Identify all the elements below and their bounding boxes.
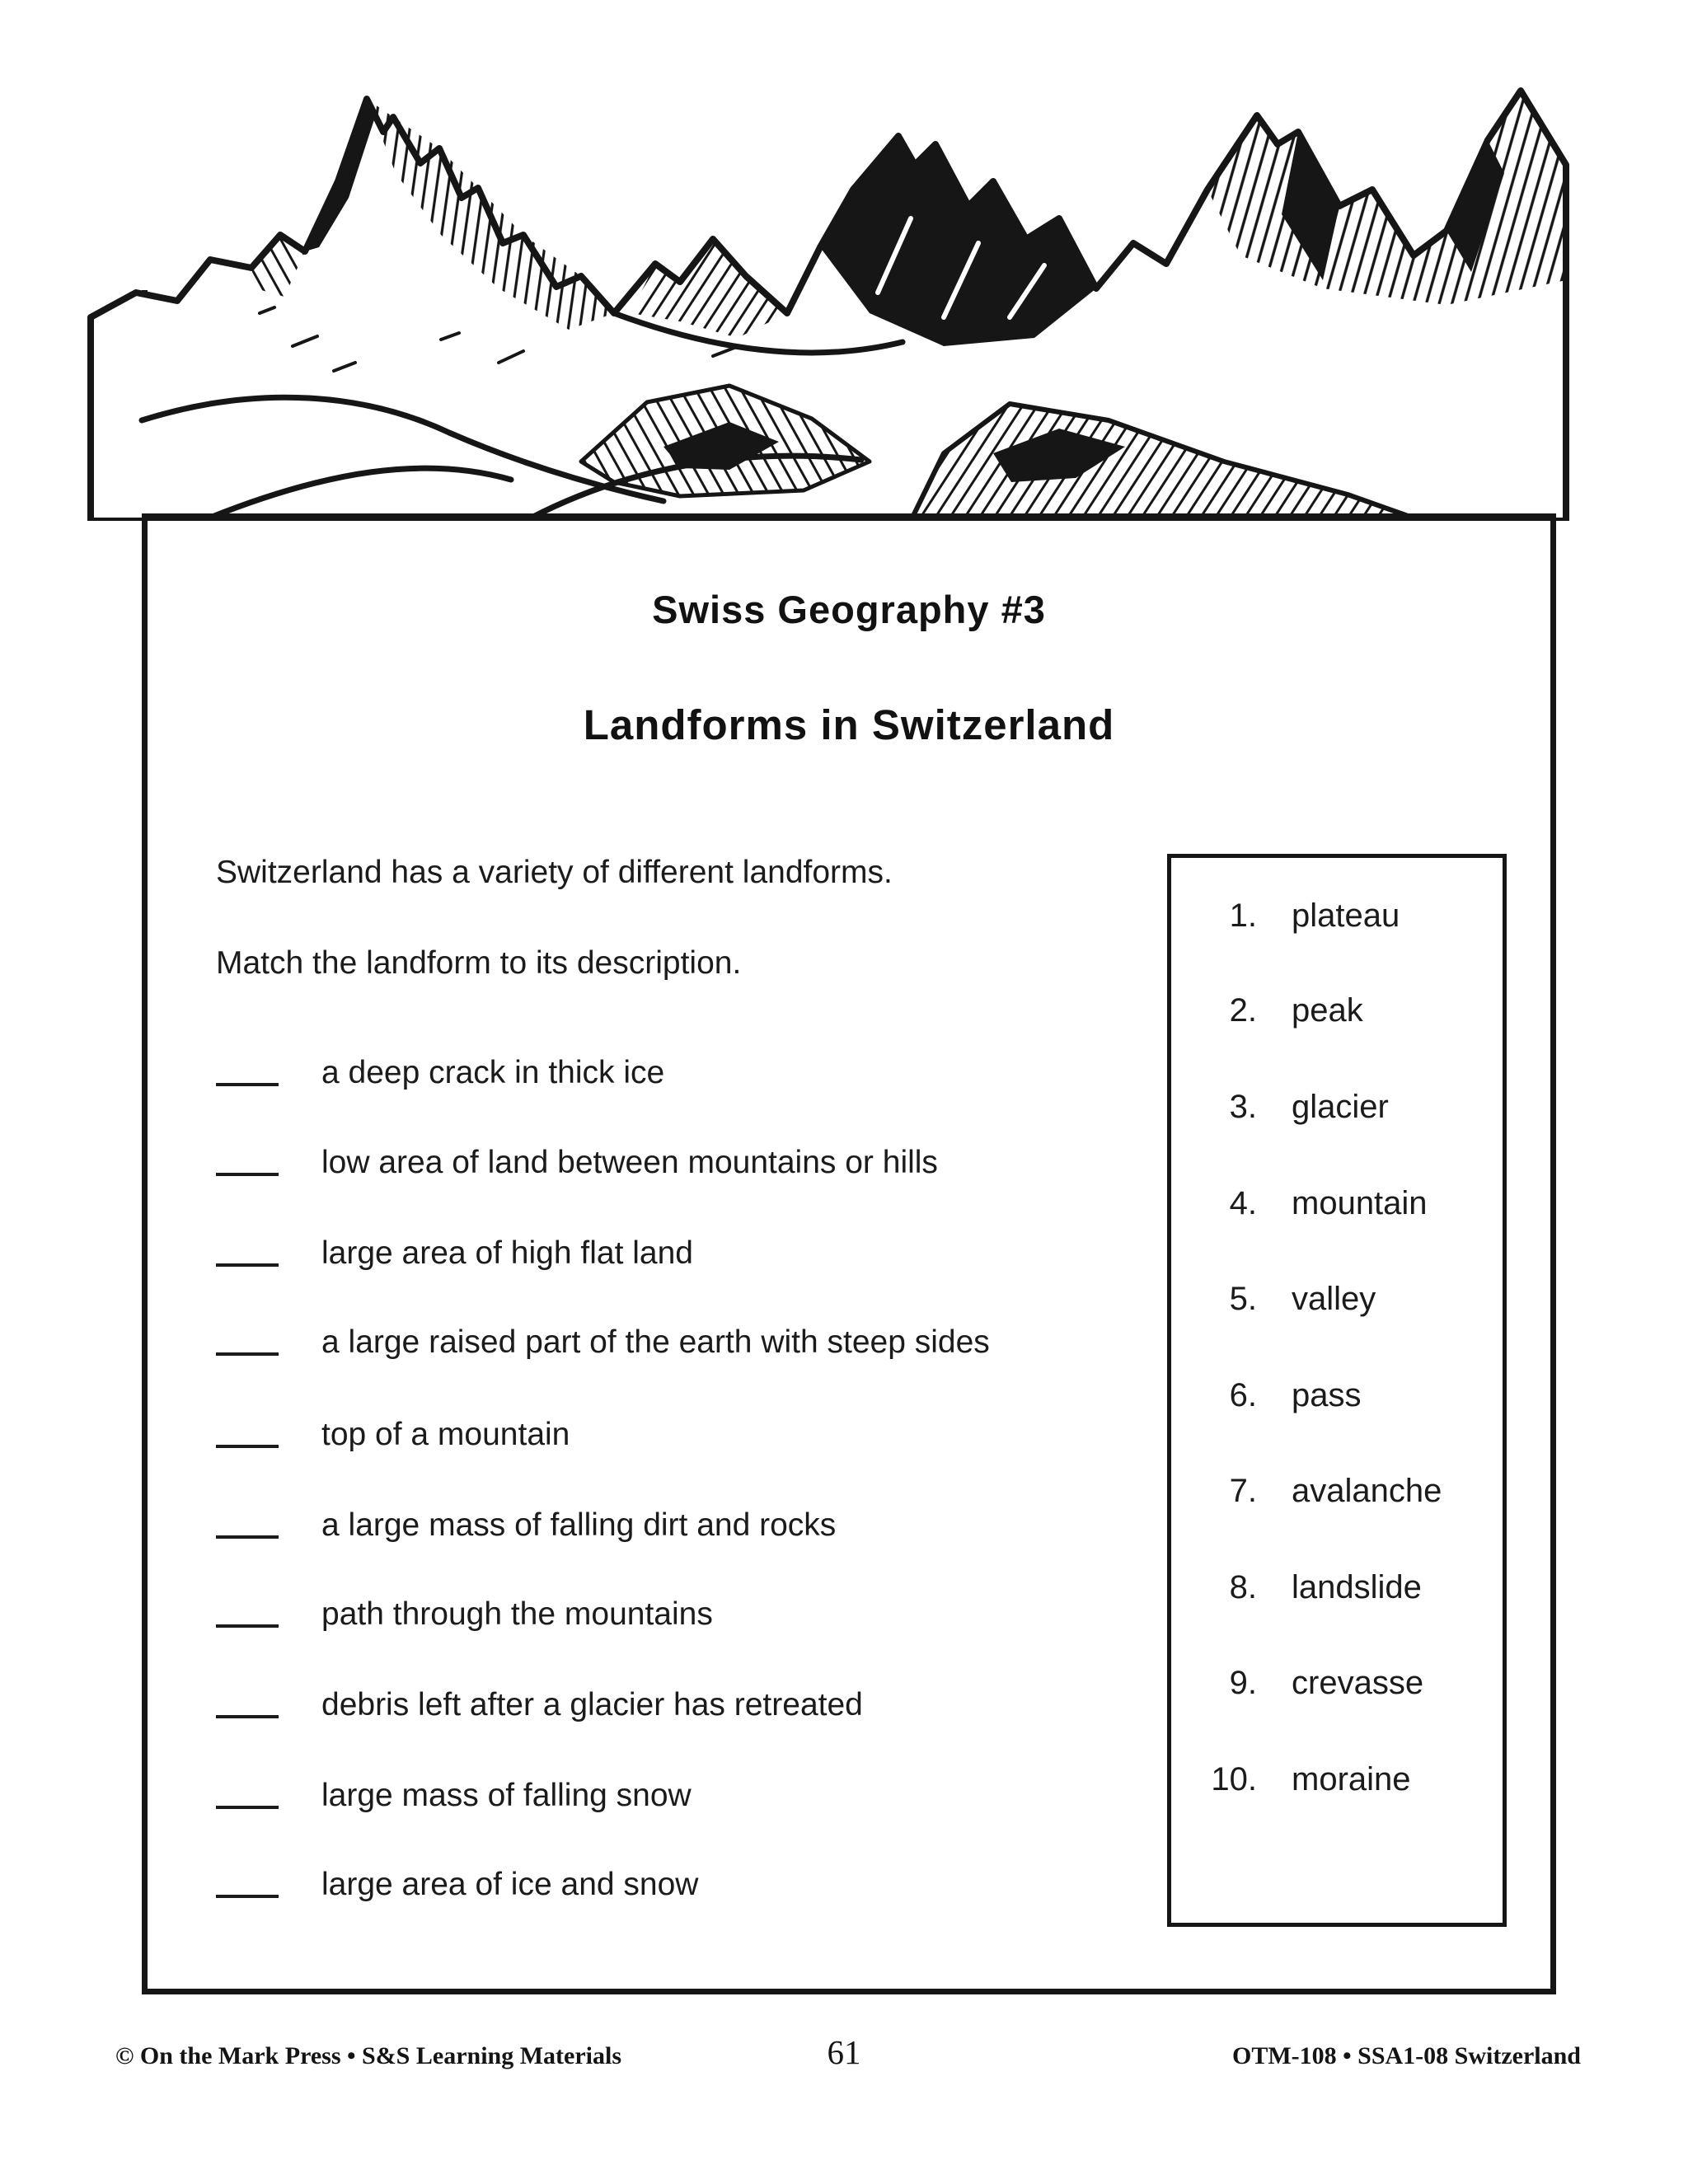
match-description: a deep crack in thick ice [321,1055,665,1090]
footer-copyright: © On the Mark Press • S&S Learning Materials [115,2042,621,2069]
match-row [216,1416,570,1454]
match-row [216,1866,698,1904]
word-bank-item [1171,1568,1503,1607]
match-row [216,1324,990,1361]
answer-blank[interactable] [216,1527,279,1539]
match-description: a large mass of falling dirt and rocks [321,1507,837,1543]
match-description: large area of ice and snow [321,1867,699,1902]
word-bank-item [1171,896,1503,935]
match-description: large area of high flat land [321,1235,693,1271]
answer-blank[interactable] [216,1436,279,1448]
answer-blank[interactable] [216,1255,279,1267]
word-bank-word: pass [1292,1377,1362,1413]
match-row [216,1235,693,1272]
match-description: low area of land between mountains or hills [321,1145,938,1180]
intro-line-1: Switzerland has a variety of different landforms. [216,855,893,890]
answer-blank[interactable] [216,1886,279,1898]
word-bank-word: plateau [1292,898,1400,934]
word-bank-box [1167,854,1507,1927]
word-bank-number: 8. [1229,1569,1257,1605]
page-border-left [142,290,148,1994]
word-bank-word: mountain [1292,1185,1428,1221]
word-bank-item [1171,1663,1503,1703]
answer-blank[interactable] [216,1797,279,1809]
answer-blank[interactable] [216,1165,279,1176]
word-bank-number: 2. [1229,992,1257,1029]
word-bank-number: 1. [1229,898,1257,934]
mountain-illustration-icon [87,66,1570,521]
answer-blank[interactable] [216,1707,279,1718]
match-description: path through the mountains [321,1596,713,1632]
word-bank-word: glacier [1292,1089,1389,1125]
word-bank-number: 6. [1229,1377,1257,1413]
page-title: Swiss Geography #3 [652,588,1046,631]
match-row [216,1596,713,1633]
word-bank-word: avalanche [1292,1473,1442,1509]
intro-line-2: Match the landform to its description. [216,945,742,981]
word-bank-number: 10. [1211,1761,1257,1797]
word-bank-word: landslide [1292,1569,1422,1605]
answer-blank[interactable] [216,1075,279,1086]
word-bank-word: peak [1292,992,1363,1029]
match-row [216,1054,664,1092]
word-bank-item [1171,1471,1503,1511]
match-row [216,1777,692,1815]
word-bank-number: 4. [1229,1185,1257,1221]
match-row [216,1686,863,1724]
word-bank-item [1171,1760,1503,1799]
word-bank-item [1171,1279,1503,1319]
match-row [216,1144,938,1182]
word-bank-word: valley [1292,1281,1376,1317]
match-description: a large raised part of the earth with steep sides [321,1324,990,1360]
footer-product-code: OTM-108 • SSA1-08 Switzerland [1231,2042,1581,2069]
word-bank-number: 5. [1229,1281,1257,1317]
match-description: top of a mountain [321,1417,570,1452]
word-bank-item [1171,991,1503,1030]
answer-blank[interactable] [216,1616,279,1628]
word-bank-number: 9. [1229,1665,1257,1701]
word-bank-item [1171,1183,1503,1223]
answer-blank[interactable] [216,1344,279,1356]
page-border-bottom [142,1989,1556,1994]
word-bank-number: 7. [1229,1473,1257,1509]
match-description: debris left after a glacier has retreated [321,1687,863,1722]
word-bank-word: moraine [1292,1761,1411,1797]
match-row [216,1507,836,1544]
word-bank-item [1171,1376,1503,1415]
word-bank-number: 3. [1229,1089,1257,1125]
page-subtitle: Landforms in Switzerland [583,701,1115,748]
word-bank-word: crevasse [1292,1665,1424,1701]
footer-page-number: 61 [827,2033,861,2071]
word-bank-item [1171,1087,1503,1127]
match-description: large mass of falling snow [321,1778,692,1813]
